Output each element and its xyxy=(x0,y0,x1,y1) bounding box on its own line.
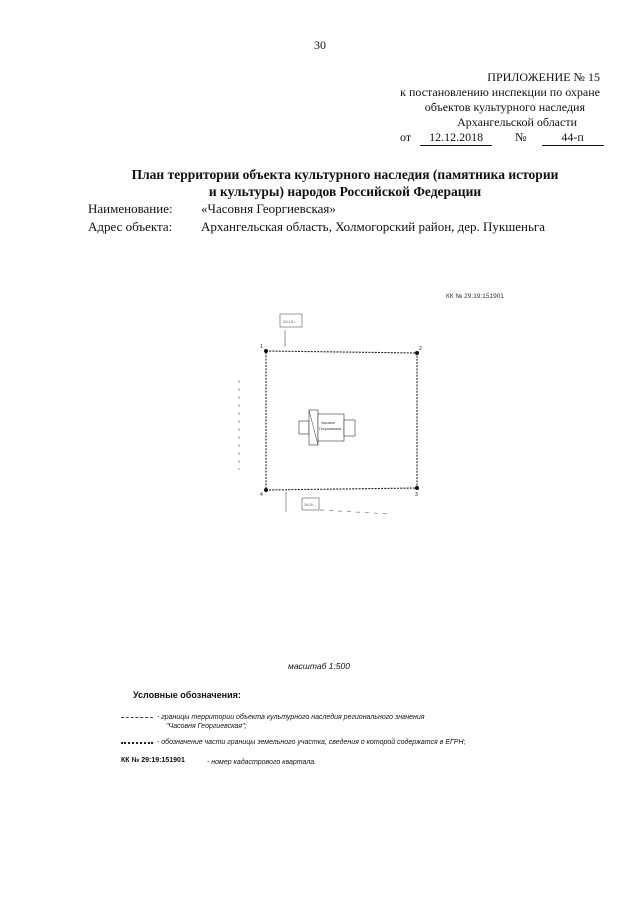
point-3-marker xyxy=(415,486,419,490)
legend-item-2: - обозначение части границы земельного участка, сведения о которой содержатся в ЕГРН; xyxy=(157,739,466,746)
legend-boundary-symbol xyxy=(121,717,153,718)
name-label: Наименование: xyxy=(88,201,173,216)
plan-title-line-2: и культуры) народов Российской Федерации xyxy=(208,184,482,199)
page-number: 30 xyxy=(314,38,326,52)
appendix-line-3: объектов культурного наследия xyxy=(424,100,585,114)
chapel-building xyxy=(299,410,355,445)
point-4-label: 4 xyxy=(260,492,263,498)
bottom-dashed-marks xyxy=(320,510,390,514)
address-label: Адрес объекта: xyxy=(88,219,173,234)
decree-date: 12.12.2018 xyxy=(420,130,492,146)
number-label: № xyxy=(515,130,527,144)
chapel-label-1: Часовня xyxy=(321,421,336,425)
point-3-label: 3 xyxy=(415,492,418,498)
plan-title-line-1: План территории объекта культурного наследия (памятника истории xyxy=(131,167,559,182)
from-label: от xyxy=(400,130,412,144)
point-4-marker xyxy=(264,488,268,492)
name-value: «Часовня Георгиевская» xyxy=(201,201,336,216)
appendix-line-1: ПРИЛОЖЕНИЕ № 15 xyxy=(487,70,600,84)
point-1-marker xyxy=(264,349,268,353)
appendix-line-2: к постановлению инспекции по охране xyxy=(400,85,600,99)
adjacent-parcel-label-bottom: 29:19:... xyxy=(304,503,317,507)
appendix-line-4: Архангельской области xyxy=(457,115,577,129)
scale-label: масштаб 1:500 xyxy=(288,661,350,671)
chapel-apse xyxy=(344,420,355,436)
chapel-porch xyxy=(299,421,309,434)
cadastral-quarter-label: КК № 29:19:151901 xyxy=(446,293,504,300)
decree-number: 44-п xyxy=(542,130,604,146)
address-value: Архангельская область, Холмогорский район, дер. Пукшеньга xyxy=(201,219,546,234)
legend-parcel-symbol xyxy=(121,742,153,744)
legend-cadastral-code: КК № 29:19:151901 xyxy=(121,757,185,764)
adjacent-parcel-label-top: 29:19:... xyxy=(283,319,298,324)
legend-title: Условные обозначения: xyxy=(133,690,241,700)
point-2-label: 2 xyxy=(419,346,422,352)
legend-item-1-line-2: "Часовня Георгиевская"; xyxy=(166,723,247,730)
legend-item-1-line-1: - границы территории объекта культурного наследия регионального значения xyxy=(157,714,425,721)
legend-item-3: - номер кадастрового квартала. xyxy=(207,759,317,766)
chapel-label-2: Георгиевская xyxy=(319,427,342,431)
point-1-label: 1 xyxy=(260,344,263,350)
